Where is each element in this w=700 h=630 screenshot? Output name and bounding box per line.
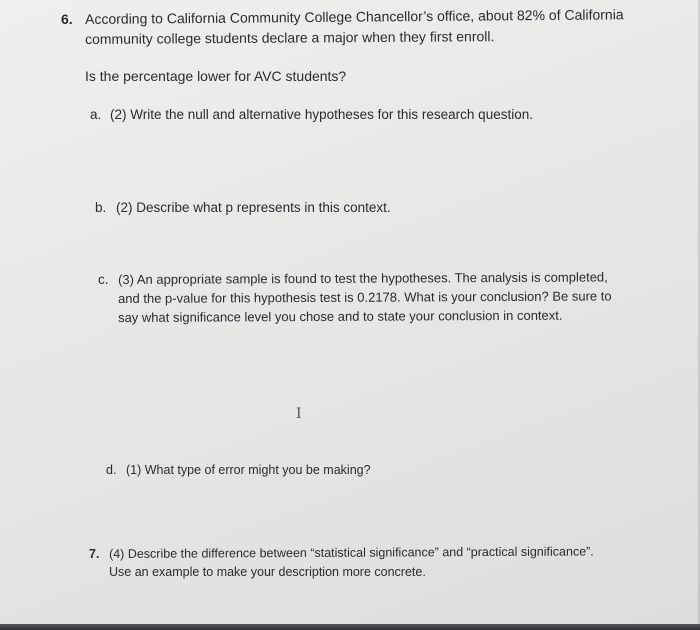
question-6-line-1: According to California Community College Chancellor’s office, about 82% of California [85,6,624,27]
part-c-line-3: say what significance level you chose and to state your conclusion in context. [118,307,563,325]
part-c-line-2: and the p-value for this hypothesis test is 0.2178. What is your conclusion? Be sure to [118,288,612,306]
page-bottom-edge [0,624,700,630]
question-6-prompt: Is the percentage lower for AVC students? [85,68,347,84]
question-7-line-2: Use an example to make your description more concrete. [109,565,426,579]
text-cursor-icon: I [296,406,302,422]
part-d-letter: d. [106,463,117,477]
part-c-line-1: (3) An appropriate sample is found to test the hypotheses. The analysis is completed, [118,269,608,287]
part-b-text: (2) Describe what p represents in this context. [116,200,391,215]
part-c-letter: c. [98,272,109,287]
part-a-text: (2) Write the null and alternative hypotheses for this research question. [110,107,533,122]
question-6-line-2: community college students declare a major when they first enroll. [85,28,495,47]
question-7-number: 7. [89,547,100,561]
question-6-number: 6. [61,11,73,27]
part-d-text: (1) What type of error might you be making? [126,463,371,477]
part-b-letter: b. [95,200,107,215]
question-7-line-1: (4) Describe the difference between “statistical significance” and “practical significance”. [109,544,594,561]
part-a-letter: a. [90,107,102,122]
